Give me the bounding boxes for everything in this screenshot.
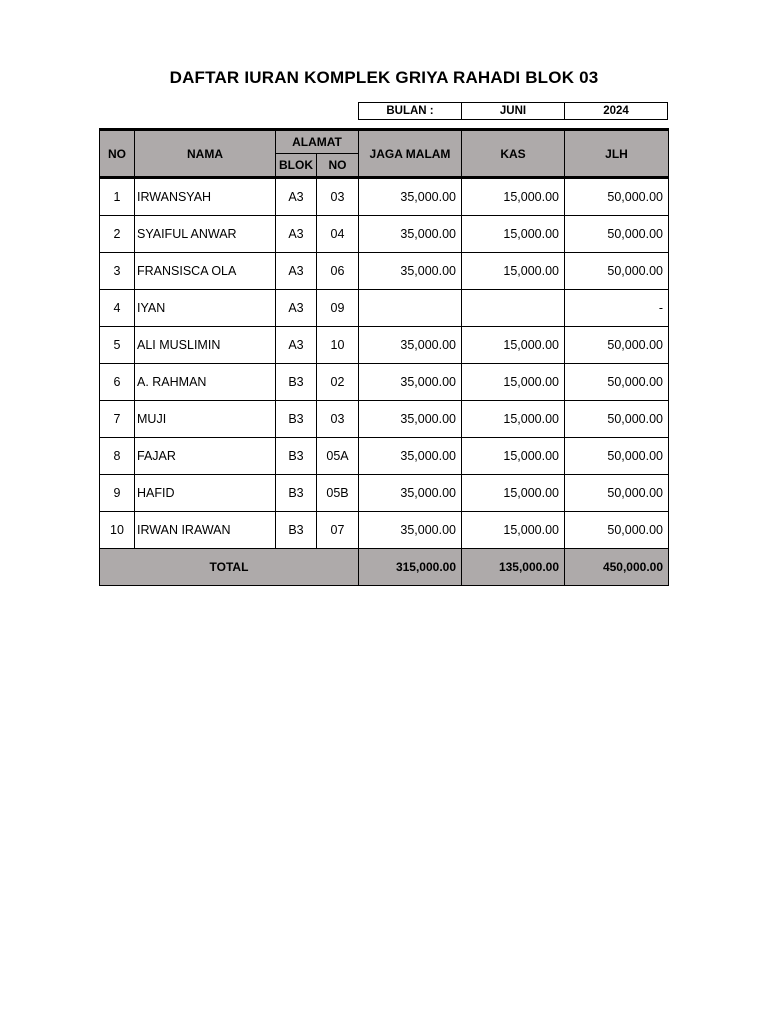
header-blok: BLOK: [276, 154, 317, 178]
cell-no: 6: [100, 364, 135, 401]
dues-table: [99, 128, 669, 586]
cell-jaga-malam: 35,000.00: [359, 327, 462, 364]
table-row: [100, 475, 669, 512]
cell-jaga-malam: 35,000.00: [359, 364, 462, 401]
total-label: TOTAL: [100, 549, 359, 586]
cell-no: 1: [100, 178, 135, 216]
total-jaga-malam: 315,000.00: [359, 549, 462, 586]
cell-nama: IYAN: [135, 290, 276, 327]
cell-jaga-malam: 35,000.00: [359, 475, 462, 512]
cell-blok: A3: [276, 253, 317, 290]
cell-nama: IRWANSYAH: [135, 178, 276, 216]
cell-jaga-malam: 35,000.00: [359, 438, 462, 475]
cell-no: 5: [100, 327, 135, 364]
cell-blok: B3: [276, 512, 317, 549]
period-table: [358, 102, 668, 120]
cell-alamat-no: 09: [317, 290, 359, 327]
table-row: [100, 438, 669, 475]
header-no: NO: [100, 130, 135, 178]
cell-alamat-no: 05B: [317, 475, 359, 512]
cell-alamat-no: 04: [317, 216, 359, 253]
document-title: DAFTAR IURAN KOMPLEK GRIYA RAHADI BLOK 03: [169, 68, 599, 87]
cell-nama: SYAIFUL ANWAR: [135, 216, 276, 253]
table-row: [100, 327, 669, 364]
cell-no: 3: [100, 253, 135, 290]
cell-jlh: 50,000.00: [565, 475, 669, 512]
table-row: [100, 401, 669, 438]
header-kas: KAS: [462, 130, 565, 178]
cell-jlh: 50,000.00: [565, 438, 669, 475]
cell-blok: A3: [276, 216, 317, 253]
cell-kas: 15,000.00: [462, 438, 565, 475]
table-row: [100, 364, 669, 401]
cell-nama: ALI MUSLIMIN: [135, 327, 276, 364]
cell-alamat-no: 03: [317, 401, 359, 438]
cell-alamat-no: 02: [317, 364, 359, 401]
cell-alamat-no: 10: [317, 327, 359, 364]
cell-nama: FRANSISCA OLA: [135, 253, 276, 290]
cell-blok: B3: [276, 438, 317, 475]
cell-kas: 15,000.00: [462, 216, 565, 253]
header-jlh: JLH: [565, 130, 669, 178]
cell-alamat-no: 06: [317, 253, 359, 290]
cell-jlh: 50,000.00: [565, 364, 669, 401]
cell-blok: A3: [276, 178, 317, 216]
cell-nama: FAJAR: [135, 438, 276, 475]
cell-nama: MUJI: [135, 401, 276, 438]
cell-jlh: 50,000.00: [565, 327, 669, 364]
table-footer: [100, 549, 669, 586]
cell-jaga-malam: 35,000.00: [359, 401, 462, 438]
cell-nama: HAFID: [135, 475, 276, 512]
cell-no: 10: [100, 512, 135, 549]
cell-jlh: 50,000.00: [565, 216, 669, 253]
table-row: [100, 253, 669, 290]
cell-alamat-no: 07: [317, 512, 359, 549]
cell-jlh: 50,000.00: [565, 178, 669, 216]
cell-jlh: 50,000.00: [565, 401, 669, 438]
cell-kas: 15,000.00: [462, 178, 565, 216]
cell-no: 7: [100, 401, 135, 438]
cell-nama: A. RAHMAN: [135, 364, 276, 401]
table-row: [100, 178, 669, 216]
cell-alamat-no: 05A: [317, 438, 359, 475]
table-row: [100, 290, 669, 327]
cell-kas: 15,000.00: [462, 327, 565, 364]
cell-kas: 15,000.00: [462, 512, 565, 549]
cell-jlh: 50,000.00: [565, 253, 669, 290]
cell-no: 2: [100, 216, 135, 253]
cell-alamat-no: 03: [317, 178, 359, 216]
cell-jlh: -: [565, 290, 669, 327]
cell-jaga-malam: 35,000.00: [359, 178, 462, 216]
cell-no: 9: [100, 475, 135, 512]
cell-blok: B3: [276, 364, 317, 401]
cell-kas: 15,000.00: [462, 364, 565, 401]
cell-no: 8: [100, 438, 135, 475]
table-row: [100, 216, 669, 253]
cell-jaga-malam: 35,000.00: [359, 512, 462, 549]
table-body: [100, 178, 669, 549]
cell-blok: A3: [276, 290, 317, 327]
cell-kas: 15,000.00: [462, 253, 565, 290]
header-jaga-malam: JAGA MALAM: [359, 130, 462, 178]
cell-jaga-malam: 35,000.00: [359, 216, 462, 253]
period-year: 2024: [565, 103, 668, 120]
period-row: [359, 103, 668, 120]
table-header: [100, 130, 669, 178]
cell-kas: 15,000.00: [462, 401, 565, 438]
cell-blok: B3: [276, 401, 317, 438]
cell-kas: [462, 290, 565, 327]
cell-no: 4: [100, 290, 135, 327]
header-alamat-no: NO: [317, 154, 359, 178]
total-jlh: 450,000.00: [565, 549, 669, 586]
cell-blok: A3: [276, 327, 317, 364]
header-nama: NAMA: [135, 130, 276, 178]
period-label: BULAN :: [359, 103, 462, 120]
cell-nama: IRWAN IRAWAN: [135, 512, 276, 549]
cell-jaga-malam: 35,000.00: [359, 253, 462, 290]
total-kas: 135,000.00: [462, 549, 565, 586]
cell-kas: 15,000.00: [462, 475, 565, 512]
cell-blok: B3: [276, 475, 317, 512]
header-alamat: ALAMAT: [276, 130, 359, 154]
cell-jaga-malam: [359, 290, 462, 327]
cell-jlh: 50,000.00: [565, 512, 669, 549]
table-row: [100, 512, 669, 549]
total-row: [100, 549, 669, 586]
period-month: JUNI: [462, 103, 565, 120]
